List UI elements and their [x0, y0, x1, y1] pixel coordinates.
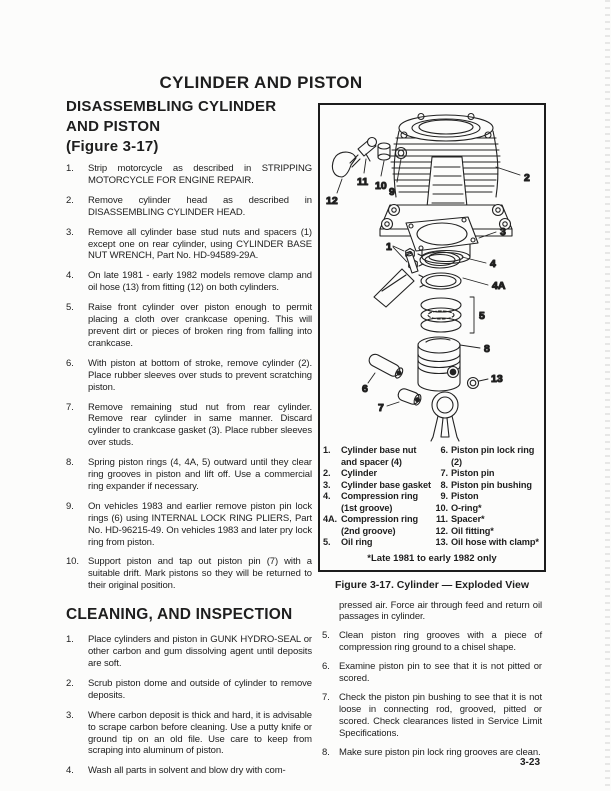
item-number: 4. [66, 270, 74, 282]
legend-entry [323, 537, 432, 549]
callout-5: 5 [479, 310, 485, 322]
legend-text: Piston pin bushing [451, 479, 532, 490]
legend-right-column [432, 445, 544, 549]
legend-entry [323, 468, 432, 480]
list-item [66, 765, 312, 777]
figure-caption: Figure 3-17. Cylinder — Exploded View [334, 578, 530, 591]
item-text: Place cylinders and piston in GUNK HYDRO-SEAL or other carbon and gum dissolving agent until deposits are soft. [88, 634, 312, 669]
item-text: Wash all parts in solvent and blow dry with com- [88, 765, 286, 777]
item-text: Examine piston pin to see that it is not pitted or scored. [339, 661, 542, 685]
connecting-rod-part [431, 392, 459, 441]
cleaning-heading: CLEANING, AND INSPECTION [66, 606, 293, 624]
item-text: Make sure piston pin lock ring grooves are clean. [339, 746, 541, 758]
list-item [322, 661, 542, 685]
item-text: Where carbon deposit is thick and hard, it is advisable to scrape carbon before cleaning. Use a putty knife or ground tip on an old file. Use care to keep from scraping into aluminum of piston. [88, 709, 312, 757]
item-number: 3. [66, 226, 74, 238]
item-number: 9. [66, 500, 74, 512]
spacer-part [378, 143, 390, 160]
item-text: Remove remaining stud nut from rear cylinder. Remove rear cylinder in same manner. Discard cylinder to crankcase gasket (3). Place rubber sleeves over studs. [88, 401, 312, 449]
legend-text: Oil hose with clamp* [451, 537, 539, 547]
item-text: Clean piston ring grooves with a piece of compression ring ground to a chisel shape. [339, 630, 542, 654]
item-text: Strip motorcycle as described in STRIPPING MOTORCYCLE FOR ENGINE REPAIR. [88, 163, 312, 186]
item-number: 3. [66, 709, 74, 721]
list-item [66, 302, 312, 350]
figure-box [318, 103, 546, 572]
item-number: 4. [66, 765, 74, 777]
legend-number: 11. [436, 514, 448, 524]
oil-hose-part [332, 152, 360, 177]
legend-number: 8. [440, 479, 448, 490]
callout-8: 7 [378, 402, 384, 414]
base-gasket-part [406, 217, 478, 251]
figure-legend [320, 443, 544, 549]
continued-paragraph: pressed air. Force air through feed and return oil passages in cylinder. [339, 599, 542, 623]
list-item [66, 402, 312, 450]
list-item [66, 501, 312, 549]
figure-footnote: *Late 1981 to early 1982 only [367, 552, 497, 564]
callout-4A: 4A [492, 280, 506, 292]
item-text: Remove all cylinder base stud nuts and spacers (1) except one on rear cylinder, using CYLINDER BASE NUT WRENCH, Part No. HD-94589-29A. [88, 226, 312, 262]
legend-number: 4. [323, 491, 331, 501]
legend-text: Piston [451, 491, 479, 501]
legend-number: 9. [440, 491, 448, 501]
item-number: 5. [322, 630, 330, 642]
callout-11: 10 [375, 180, 387, 192]
stud-part [374, 252, 418, 307]
legend-text: Oil ring [341, 537, 373, 547]
legend-number: 5. [323, 537, 331, 547]
item-number: 6. [322, 661, 330, 673]
oil-fitting-part [358, 138, 377, 162]
heading-line: DISASSEMBLING CYLINDER [66, 98, 277, 115]
legend-entry [432, 514, 544, 526]
legend-number: 7. [440, 468, 448, 478]
legend-number: 13. [435, 537, 448, 547]
item-number: 8. [66, 457, 74, 469]
heading-line: (Figure 3-17) [66, 138, 159, 155]
page-title: CYLINDER AND PISTON [159, 73, 363, 93]
list-item [66, 634, 312, 670]
callout-7: 6 [362, 383, 368, 395]
legend-text: Cylinder base nut and spacer (4) [341, 445, 417, 467]
legend-text: Oil fitting* [451, 525, 494, 536]
legend-text: Piston pin lock ring (2) [451, 445, 535, 467]
heading-line: AND PISTON [66, 118, 161, 135]
item-text: On vehicles 1983 and earlier remove piston pin lock rings (6) using INTERNAL LOCK RING PLIERS, Part No. HD-96215-49. On vehicles 1983 and later pry lock ring from piston. [88, 500, 312, 548]
item-number: 10. [66, 556, 79, 568]
cleaning-steps-left [66, 634, 312, 777]
item-number: 7. [66, 401, 74, 413]
item-text: With piston at bottom of stroke, remove cylinder (2). Place rubber sleeves over studs to prevent scratching piston. [88, 357, 312, 393]
legend-entry [432, 491, 544, 503]
item-text: Remove cylinder head as described in DISASSEMBLING CYLINDER HEAD. [88, 194, 312, 218]
callout-3: 3 [500, 226, 506, 238]
pin-bushing-part [397, 387, 423, 406]
list-item [66, 163, 312, 187]
compression-ring-2-part [419, 273, 461, 289]
legend-number: 4A. [323, 514, 337, 524]
callout-9: 8 [484, 343, 490, 355]
legend-text: Cylinder [341, 468, 377, 478]
callout-13: 12 [326, 195, 338, 207]
legend-left-column [323, 445, 432, 549]
legend-text: Spacer* [451, 514, 485, 524]
item-text: Check the piston pin bushing to see that it is not loose in connecting rod, grooved, pitted or scored. Check clearances listed in Service Limit Specifications. [339, 691, 542, 739]
item-number: 5. [66, 302, 74, 314]
legend-entry [323, 480, 432, 492]
legend-entry [323, 514, 432, 537]
item-text: Raise front cylinder over piston enough to permit placing a cloth over crankcase opening. This will prevent dirt or pieces of broken ring from falling into crankcase. [88, 302, 312, 349]
legend-entry [432, 537, 544, 549]
list-item [66, 358, 312, 394]
legend-text: O-ring* [451, 502, 482, 513]
callout-6: 13 [491, 373, 503, 385]
legend-entry [323, 445, 432, 468]
right-column [318, 103, 546, 765]
item-text: Spring piston rings (4, 4A, 5) outward until they clear ring grooves in piston and lift off. Use a commercial ring expander if necessary. [88, 457, 312, 492]
item-text: Support piston and tap out piston pin (7) with a suitable drift. Mark pistons so they will be returned to their original position. [88, 556, 312, 592]
disassembly-steps [66, 163, 312, 592]
legend-number: 2. [323, 468, 331, 478]
legend-number: 10. [435, 502, 448, 513]
legend-entry [432, 445, 544, 468]
item-number: 2. [66, 194, 74, 206]
callout-2: 2 [524, 172, 530, 184]
page-number: 3-23 [519, 757, 540, 768]
list-item [322, 692, 542, 740]
legend-text: Compression ring (2nd groove) [341, 514, 419, 536]
legend-entry [432, 526, 544, 538]
legend-text: Cylinder base gasket [341, 479, 431, 490]
oil-ring-part [421, 297, 474, 333]
o-ring-part [396, 148, 407, 159]
item-text: On late 1981 - early 1982 models remove clamp and oil hose (13) from fitting (12) on both cylinders. [88, 270, 312, 294]
lock-ring-part [468, 378, 479, 389]
list-item [66, 710, 312, 758]
scan-artifact-strip [605, 0, 610, 791]
item-number: 1. [66, 163, 74, 174]
list-item [66, 678, 312, 702]
callout-1: 1 [386, 241, 392, 253]
callout-10: 9 [389, 186, 395, 198]
legend-entry [432, 503, 544, 515]
item-text: Scrub piston dome and outside of cylinder to remove deposits. [88, 677, 312, 701]
legend-number: 12. [435, 525, 448, 536]
list-item [66, 227, 312, 263]
legend-entry [432, 480, 544, 492]
item-number: 8. [322, 746, 330, 758]
legend-number: 1. [323, 445, 331, 455]
legend-text: Piston pin [451, 468, 495, 478]
list-item [322, 630, 542, 654]
item-number: 7. [322, 691, 330, 703]
disassembly-heading [66, 97, 312, 157]
list-item [66, 270, 312, 294]
legend-text: Compression ring (1st groove) [341, 491, 419, 513]
left-column [66, 97, 312, 785]
list-item [66, 195, 312, 219]
list-item [66, 457, 312, 493]
item-number: 2. [66, 677, 74, 689]
legend-number: 3. [323, 479, 331, 490]
item-number: 6. [66, 357, 74, 369]
list-item [66, 556, 312, 592]
callout-12: 11 [357, 176, 369, 188]
legend-entry [323, 491, 432, 514]
legend-entry [432, 468, 544, 480]
legend-number: 6. [440, 445, 448, 455]
exploded-view-diagram [320, 105, 544, 443]
piston-part [418, 337, 460, 391]
item-number: 1. [66, 634, 74, 646]
cleaning-steps-right [322, 600, 542, 759]
callout-4: 4 [490, 258, 496, 270]
